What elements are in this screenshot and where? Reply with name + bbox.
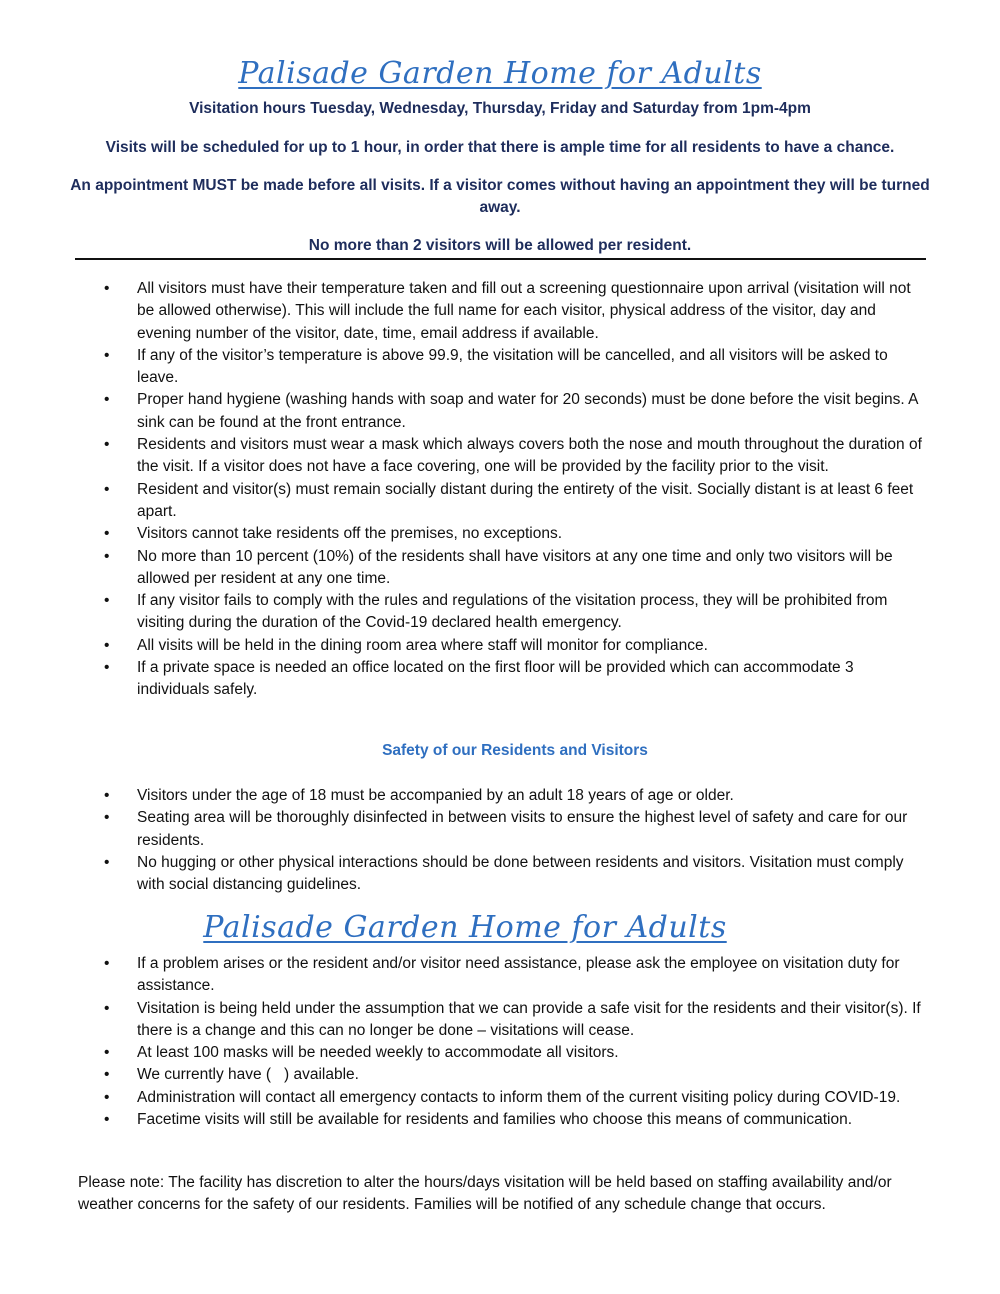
- bullet-icon: •: [104, 1088, 110, 1106]
- list-item: • All visits will be held in the dining room area where staff will monitor for compliance.: [0, 635, 1000, 657]
- list-item: • Seating area will be thoroughly disinfected in between visits to ensure the highest level of safety and care for our residents.: [104, 809, 908, 849]
- bullet-icon: •: [104, 1044, 110, 1062]
- bullet-icon: •: [104, 809, 110, 827]
- list-item: • No more than 10 percent (10%) of the residents shall have visitors at any one time and only two visitors will be allowed per resident at any one time.: [104, 547, 893, 587]
- list-item: • Visitors under the age of 18 must be accompanied by an adult 18 years of age or older.: [0, 785, 1000, 807]
- bullet-icon: •: [104, 853, 110, 871]
- closing-note: Please note: The facility has discretion to alter the hours/days visitation will be held based on staffing availability and/or weather concerns for the safety of our residents. Families will be notified of any schedule change that occurs.: [78, 1174, 892, 1214]
- list-item: • If any visitor fails to comply with the rules and regulations of the visitation process, they will be prohibited from visiting during the duration of the Covid-19 declared health emergency.: [104, 592, 888, 632]
- list-item: • At least 100 masks will be needed weekly to accommodate all visitors.: [0, 1042, 1000, 1064]
- bullet-icon: •: [104, 391, 110, 409]
- visitation-hours: Visitation hours Tuesday, Wednesday, Thursday, Friday and Saturday from 1pm-4pm: [189, 100, 811, 117]
- safety-list: [0, 785, 1000, 896]
- appointment-notice: An appointment MUST be made before all visits. If a visitor comes without having an appointment they will be turned away.: [70, 177, 930, 216]
- document-title: Palisade Garden Home for Adults: [238, 56, 762, 91]
- bullet-icon: •: [104, 955, 110, 972]
- list-item: • No hugging or other physical interactions should be done between residents and visitors. Visitation must comply with social distancing guidelines.: [104, 853, 904, 894]
- rules-list: [0, 278, 1000, 702]
- bullet-icon: •: [104, 280, 110, 297]
- bullet-icon: •: [104, 1111, 110, 1129]
- bullet-icon: •: [104, 787, 110, 804]
- list-item: • Visitation is being held under the assumption that we can provide a safe visit for the residents and their visitor(s). If there is a change and this can no longer be done – visitations will cease.: [104, 999, 921, 1039]
- bullet-icon: •: [104, 480, 110, 498]
- section-title: Palisade Garden Home for Adults: [203, 910, 727, 945]
- list-item: • If any of the visitor’s temperature is above 99.9, the visitation will be cancelled, and all visitors will be asked to leave.: [104, 346, 888, 387]
- bullet-icon: •: [104, 1066, 110, 1084]
- list-item: • If a problem arises or the resident and/or visitor need assistance, please ask the employee on visitation duty for assistance.: [104, 955, 900, 995]
- list-item: • Administration will contact all emergency contacts to inform them of the current visiting policy during COVID-19.: [0, 1087, 1000, 1109]
- bullet-icon: •: [104, 525, 110, 543]
- visitor-limit-notice: No more than 2 visitors will be allowed per resident.: [308, 237, 692, 254]
- list-item: • Visitors cannot take residents off the premises, no exceptions.: [0, 523, 1000, 545]
- bullet-icon: •: [104, 592, 110, 610]
- bullet-icon: •: [104, 547, 110, 565]
- bullet-icon: •: [104, 636, 110, 654]
- header-divider: [75, 258, 926, 260]
- bullet-icon: •: [104, 999, 110, 1017]
- list-item: • Proper hand hygiene (washing hands with soap and water for 20 seconds) must be done before the visit begins. A sink can be found at the front entrance.: [104, 391, 918, 431]
- visit-duration-note: Visits will be scheduled for up to 1 hour, in order that there is ample time for all residents to have a chance.: [105, 139, 895, 156]
- assistance-list: [0, 953, 1000, 1131]
- list-item: • If a private space is needed an office located on the first floor will be provided which can accommodate 3 individuals safely.: [104, 659, 854, 699]
- list-item: • Residents and visitors must wear a mask which always covers both the nose and mouth throughout the duration of the visit. If a visitor does not have a face covering, one will be provided by the facility prior to the visit.: [104, 436, 922, 476]
- list-item: • We currently have ( ) available.: [0, 1064, 1000, 1086]
- list-item: • Resident and visitor(s) must remain socially distant during the entirety of the visit. Socially distant is at least 6 feet apart.: [104, 480, 914, 520]
- bullet-icon: •: [104, 346, 110, 364]
- safety-heading: Safety of our Residents and Visitors: [382, 742, 648, 759]
- bullet-icon: •: [104, 436, 110, 454]
- list-item: • All visitors must have their temperature taken and fill out a screening questionnaire upon arrival (visitation will not be allowed otherwise). This will include the full name for each visitor, physical address of the visitor, day and evening number of the visitor, date, time, email address if available.: [104, 280, 911, 342]
- bullet-icon: •: [104, 659, 110, 677]
- list-item: • Facetime visits will still be available for residents and families who choose this means of communication.: [0, 1109, 1000, 1131]
